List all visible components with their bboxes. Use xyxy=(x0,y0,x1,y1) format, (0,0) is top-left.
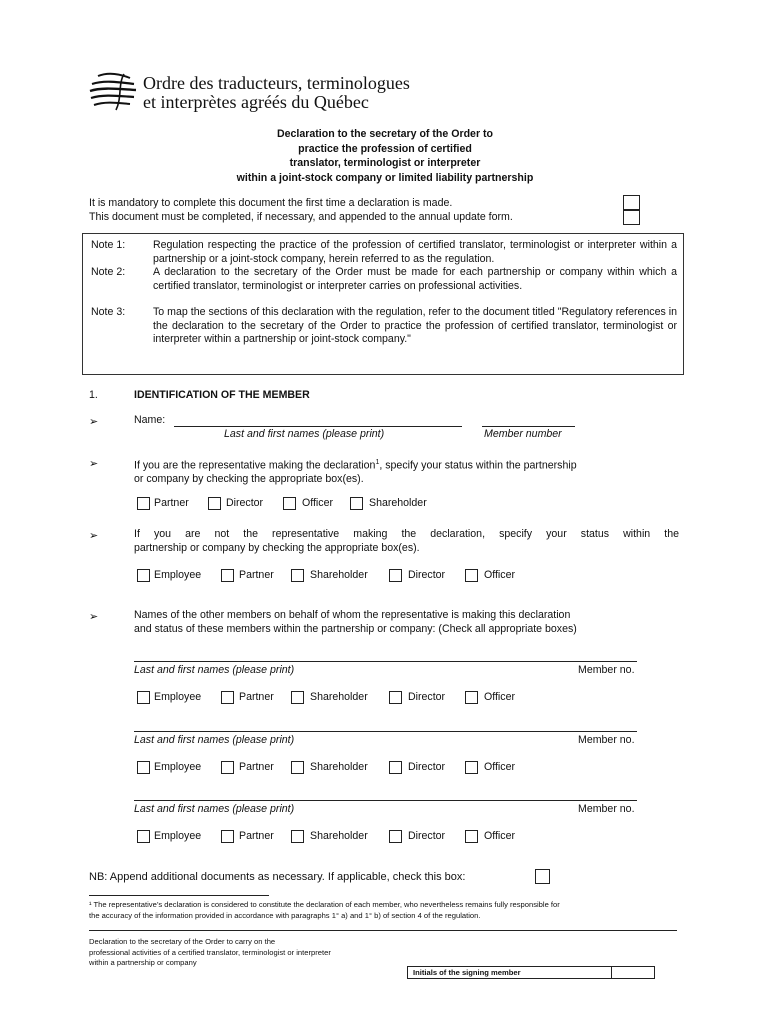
section-number: 1. xyxy=(89,389,98,401)
nonrep-employee-checkbox[interactable] xyxy=(137,569,150,582)
member1-partner-checkbox[interactable] xyxy=(221,691,234,704)
nb-text: NB: Append additional documents as necessary. If applicable, check this box: xyxy=(89,871,466,883)
first-declaration-checkbox[interactable] xyxy=(623,195,640,210)
nonrep-text: If you are not the representative making the declaration, specify your status within the xyxy=(134,528,679,540)
footer-line: Declaration to the secretary of the Order to carry on the xyxy=(89,937,276,946)
footer-doc-title xyxy=(89,937,331,969)
footnote-ref: 1 xyxy=(375,459,380,466)
status-label: Shareholder xyxy=(310,761,368,773)
member2-shareholder-checkbox[interactable] xyxy=(291,761,304,774)
initials-box xyxy=(407,966,655,979)
organization-name xyxy=(143,74,410,112)
footer-separator xyxy=(89,930,677,931)
status-label: Director xyxy=(408,691,446,703)
title-line: within a joint-stock company or limited liability partnership xyxy=(236,171,534,184)
note-text: A declaration to the secretary of the Order must be made for each partnership or company within which a certified translator, terminologist or interpreter carries on professional activities. xyxy=(153,266,677,292)
bullet-arrow-icon: ➢ xyxy=(89,530,99,542)
rep-partner-label: Partner xyxy=(154,497,189,509)
member3-director-checkbox[interactable] xyxy=(389,830,402,843)
bullet-arrow-icon: ➢ xyxy=(89,611,99,623)
rep-director-checkbox[interactable] xyxy=(208,497,221,510)
status-label: Employee xyxy=(154,761,202,773)
status-label: Employee xyxy=(154,830,202,842)
status-label: Director xyxy=(408,569,446,581)
status-label: Officer xyxy=(484,569,516,581)
rep-officer-label: Officer xyxy=(302,497,334,509)
status-label: Officer xyxy=(484,830,516,842)
status-label: Shareholder xyxy=(310,691,368,703)
status-label: Partner xyxy=(239,830,274,842)
others-text: Names of the other members on behalf of whom the representative is making this declaration xyxy=(134,609,571,621)
footnote-line: the accuracy of the information provided in accordance with paragraphs 1° a) and 1° b) of section 4 of the regulation. xyxy=(89,911,481,920)
other-member-caption: Last and first names (please print) xyxy=(134,803,295,815)
rep-shareholder-label: Shareholder xyxy=(369,497,427,509)
member-number-caption: Member number xyxy=(484,428,562,440)
nonrep-partner-checkbox[interactable] xyxy=(221,569,234,582)
status-label: Director xyxy=(408,830,446,842)
member2-employee-checkbox[interactable] xyxy=(137,761,150,774)
other-member-no-label: Member no. xyxy=(578,803,635,815)
nonrep-instructions xyxy=(134,528,679,556)
other-member-no-label: Member no. xyxy=(578,664,635,676)
rep-text: , specify your status within the partnership xyxy=(379,459,577,472)
other-member-no-label: Member no. xyxy=(578,734,635,746)
member2-officer-checkbox[interactable] xyxy=(465,761,478,774)
footnote xyxy=(89,899,689,921)
other-member-caption: Last and first names (please print) xyxy=(134,734,295,746)
status-label: Partner xyxy=(239,761,274,773)
status-label: Shareholder xyxy=(310,830,368,842)
status-label: Officer xyxy=(484,761,516,773)
title-line: Declaration to the secretary of the Order to xyxy=(276,128,494,140)
rep-shareholder-checkbox[interactable] xyxy=(350,497,363,510)
intro-text xyxy=(89,196,513,224)
member3-partner-checkbox[interactable] xyxy=(221,830,234,843)
member1-shareholder-checkbox[interactable] xyxy=(291,691,304,704)
note-label: Note 1: xyxy=(91,239,126,251)
member-number-input-line[interactable] xyxy=(482,426,575,427)
additional-documents-checkbox[interactable] xyxy=(535,869,550,884)
section-title: IDENTIFICATION OF THE MEMBER xyxy=(134,389,310,401)
member1-director-checkbox[interactable] xyxy=(389,691,402,704)
rep-instructions xyxy=(134,456,684,487)
notes-box xyxy=(82,233,684,375)
bullet-arrow-icon: ➢ xyxy=(89,458,99,470)
nonrep-officer-checkbox[interactable] xyxy=(465,569,478,582)
initials-label: Initials of the signing member xyxy=(408,967,612,978)
rep-text: If you are the representative making the declaration xyxy=(134,459,376,472)
member1-officer-checkbox[interactable] xyxy=(465,691,478,704)
note-label: Note 2: xyxy=(91,266,126,278)
status-label: Director xyxy=(408,761,446,773)
name-input-line[interactable] xyxy=(174,426,462,427)
other-member-name-line[interactable] xyxy=(134,661,637,662)
rep-partner-checkbox[interactable] xyxy=(137,497,150,510)
other-member-name-line[interactable] xyxy=(134,800,637,801)
footnote-line: ¹ The representative’s declaration is considered to constitute the declaration of each member, who nevertheless remains fully responsible for xyxy=(89,900,560,909)
member2-director-checkbox[interactable] xyxy=(389,761,402,774)
others-instructions xyxy=(134,609,684,637)
other-member-caption: Last and first names (please print) xyxy=(134,664,295,676)
footnote-separator xyxy=(89,895,269,896)
status-label: Officer xyxy=(484,691,516,703)
other-member-name-line[interactable] xyxy=(134,731,637,732)
title-line: translator, terminologist or interpreter xyxy=(289,157,481,169)
member1-employee-checkbox[interactable] xyxy=(137,691,150,704)
member3-shareholder-checkbox[interactable] xyxy=(291,830,304,843)
others-text: and status of these members within the partnership or company: (Check all appropriate boxes) xyxy=(134,622,577,635)
member3-officer-checkbox[interactable] xyxy=(465,830,478,843)
intro-line1: It is mandatory to complete this document the first time a declaration is made. xyxy=(89,197,453,209)
nonrep-text: partnership or company by checking the appropriate box(es). xyxy=(134,541,420,554)
name-label: Name: xyxy=(134,414,166,426)
status-label: Partner xyxy=(239,691,274,703)
note-label: Note 3: xyxy=(91,306,126,318)
status-label: Employee xyxy=(154,691,202,703)
intro-line2: This document must be completed, if necessary, and appended to the annual update form. xyxy=(89,211,513,223)
org-name-line1: Ordre des traducteurs, terminologues xyxy=(143,73,410,93)
note-text: Regulation respecting the practice of the profession of certified translator, terminologist or interpreter within a partnership or a joint-stock company, herein referred to as the regulation. xyxy=(153,239,677,265)
nonrep-director-checkbox[interactable] xyxy=(389,569,402,582)
document-title xyxy=(150,127,620,185)
status-label: Partner xyxy=(239,569,274,581)
member3-employee-checkbox[interactable] xyxy=(137,830,150,843)
org-name-line2: et interprètes agréés du Québec xyxy=(143,92,369,112)
rep-officer-checkbox[interactable] xyxy=(283,497,296,510)
footer-line: within a partnership or company xyxy=(89,958,197,967)
status-label: Employee xyxy=(154,569,202,581)
rep-director-label: Director xyxy=(226,497,264,509)
initials-field[interactable] xyxy=(612,967,654,978)
member2-partner-checkbox[interactable] xyxy=(221,761,234,774)
note-text: To map the sections of this declaration with the regulation, refer to the document titled "Regulatory references in the declaration to the secretary of the Order to practice the profession of certified translator, terminologist or interpreter within a partnership or joint-stock company." xyxy=(153,306,677,346)
status-label: Shareholder xyxy=(310,569,368,581)
title-line: practice the profession of certified xyxy=(298,142,472,155)
nonrep-shareholder-checkbox[interactable] xyxy=(291,569,304,582)
bullet-arrow-icon: ➢ xyxy=(89,416,99,428)
otiaq-logo-icon xyxy=(88,72,138,112)
rep-text: or company by checking the appropriate box(es). xyxy=(134,473,364,486)
footer-line: professional activities of a certified translator, terminologist or interpreter xyxy=(89,947,331,957)
name-caption: Last and first names (please print) xyxy=(224,428,385,440)
annual-update-checkbox[interactable] xyxy=(623,210,640,225)
